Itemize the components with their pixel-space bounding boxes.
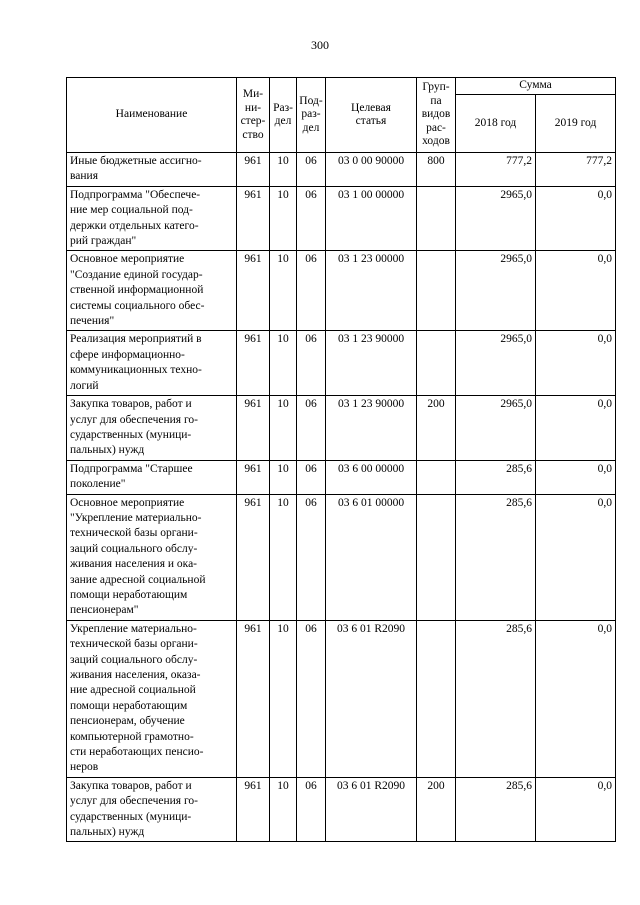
row-group — [417, 460, 456, 494]
table-row — [67, 777, 616, 842]
row-target: 03 1 23 90000 — [326, 396, 417, 461]
row-subsection: 06 — [297, 153, 326, 187]
row-subsection: 06 — [297, 777, 326, 842]
row-section: 10 — [270, 153, 297, 187]
row-name: Закупка товаров, работ и услуг для обеспечения го- сударственных (муници- пальных) нужд — [70, 779, 198, 839]
row-amount-2019: 0,0 — [536, 494, 616, 620]
row-name: Основное мероприятие "Создание единой государ- ственной информационной системы социального обес- печения" — [70, 253, 205, 328]
row-group — [417, 620, 456, 777]
row-ministry: 961 — [237, 460, 270, 494]
table-row — [67, 396, 616, 461]
row-subsection: 06 — [297, 460, 326, 494]
row-amount-2019: 0,0 — [536, 186, 616, 251]
row-name: Основное мероприятие "Укрепление материально- технической базы органи- заций социального обслу- живания населения и ока- зание адресной социальной помощи неработающим пенсионерам" — [70, 496, 206, 617]
row-group — [417, 186, 456, 251]
header-section: Раз- дел — [270, 78, 297, 153]
row-amount-2019: 0,0 — [536, 331, 616, 396]
row-amount-2018: 2965,0 — [456, 331, 536, 396]
row-section: 10 — [270, 494, 297, 620]
row-section: 10 — [270, 186, 297, 251]
header-row-1 — [67, 78, 616, 95]
row-subsection: 06 — [297, 186, 326, 251]
row-ministry: 961 — [237, 331, 270, 396]
header-group: Груп- па видов рас- ходов — [417, 78, 456, 153]
header-target: Целевая статья — [326, 78, 417, 153]
row-section: 10 — [270, 460, 297, 494]
table-row — [67, 620, 616, 777]
row-ministry: 961 — [237, 251, 270, 331]
header-year-2018: 2018 год — [456, 95, 536, 153]
row-section: 10 — [270, 396, 297, 461]
row-name: Подпрограмма "Обеспече- ние мер социальной под- держки отдельных катего- рий граждан" — [70, 188, 201, 248]
row-target: 03 1 00 00000 — [326, 186, 417, 251]
row-group — [417, 331, 456, 396]
row-section: 10 — [270, 777, 297, 842]
row-ministry: 961 — [237, 396, 270, 461]
row-group: 200 — [417, 777, 456, 842]
row-amount-2018: 285,6 — [456, 777, 536, 842]
header-ministry: Ми- ни- стер- ство — [237, 78, 270, 153]
table-row — [67, 331, 616, 396]
row-target: 03 6 01 R2090 — [326, 777, 417, 842]
row-group: 200 — [417, 396, 456, 461]
header-name: Наименование — [67, 78, 237, 153]
table-row — [67, 153, 616, 187]
row-amount-2019: 0,0 — [536, 777, 616, 842]
row-name: Реализация мероприятий в сфере информационно- коммуникационных техно- логий — [70, 333, 202, 392]
row-amount-2018: 285,6 — [456, 460, 536, 494]
row-target: 03 6 00 00000 — [326, 460, 417, 494]
row-amount-2018: 777,2 — [456, 153, 536, 187]
header-subsection: Под- раз- дел — [297, 78, 326, 153]
row-group — [417, 251, 456, 331]
row-subsection: 06 — [297, 396, 326, 461]
row-subsection: 06 — [297, 494, 326, 620]
row-subsection: 06 — [297, 331, 326, 396]
table-row — [67, 494, 616, 620]
row-amount-2019: 0,0 — [536, 620, 616, 777]
row-ministry: 961 — [237, 186, 270, 251]
row-ministry: 961 — [237, 494, 270, 620]
row-name: Подпрограмма "Старшее поколение" — [70, 462, 193, 491]
row-amount-2018: 285,6 — [456, 620, 536, 777]
row-amount-2018: 285,6 — [456, 494, 536, 620]
row-amount-2018: 2965,0 — [456, 396, 536, 461]
row-subsection: 06 — [297, 251, 326, 331]
table-row — [67, 251, 616, 331]
table-row — [67, 460, 616, 494]
row-target: 03 6 01 00000 — [326, 494, 417, 620]
row-section: 10 — [270, 620, 297, 777]
row-subsection: 06 — [297, 620, 326, 777]
row-section: 10 — [270, 331, 297, 396]
budget-table — [66, 77, 616, 842]
row-ministry: 961 — [237, 777, 270, 842]
row-amount-2019: 0,0 — [536, 396, 616, 461]
row-amount-2018: 2965,0 — [456, 251, 536, 331]
row-amount-2019: 0,0 — [536, 460, 616, 494]
row-ministry: 961 — [237, 153, 270, 187]
row-group: 800 — [417, 153, 456, 187]
row-ministry: 961 — [237, 620, 270, 777]
row-target: 03 6 01 R2090 — [326, 620, 417, 777]
row-target: 03 1 23 00000 — [326, 251, 417, 331]
row-section: 10 — [270, 251, 297, 331]
row-amount-2019: 777,2 — [536, 153, 616, 187]
row-name: Укрепление материально- технической базы органи- заций социального обслу- живания населения, оказа- ние адресной социальной помощи неработающим пенсионерам, обучение компьютерной грамотно- сти неработающих пенсио- неров — [70, 622, 204, 774]
row-target: 03 0 00 90000 — [326, 153, 417, 187]
row-amount-2019: 0,0 — [536, 251, 616, 331]
row-name: Закупка товаров, работ и услуг для обеспечения го- сударственных (муници- пальных) нужд — [70, 398, 198, 457]
row-target: 03 1 23 90000 — [326, 331, 417, 396]
header-year-2019: 2019 год — [536, 95, 616, 153]
page-number: 300 — [311, 38, 329, 52]
header-sum: Сумма — [456, 78, 616, 95]
row-group — [417, 494, 456, 620]
row-amount-2018: 2965,0 — [456, 186, 536, 251]
table-row — [67, 186, 616, 251]
row-name: Иные бюджетные ассигно- вания — [70, 155, 202, 183]
